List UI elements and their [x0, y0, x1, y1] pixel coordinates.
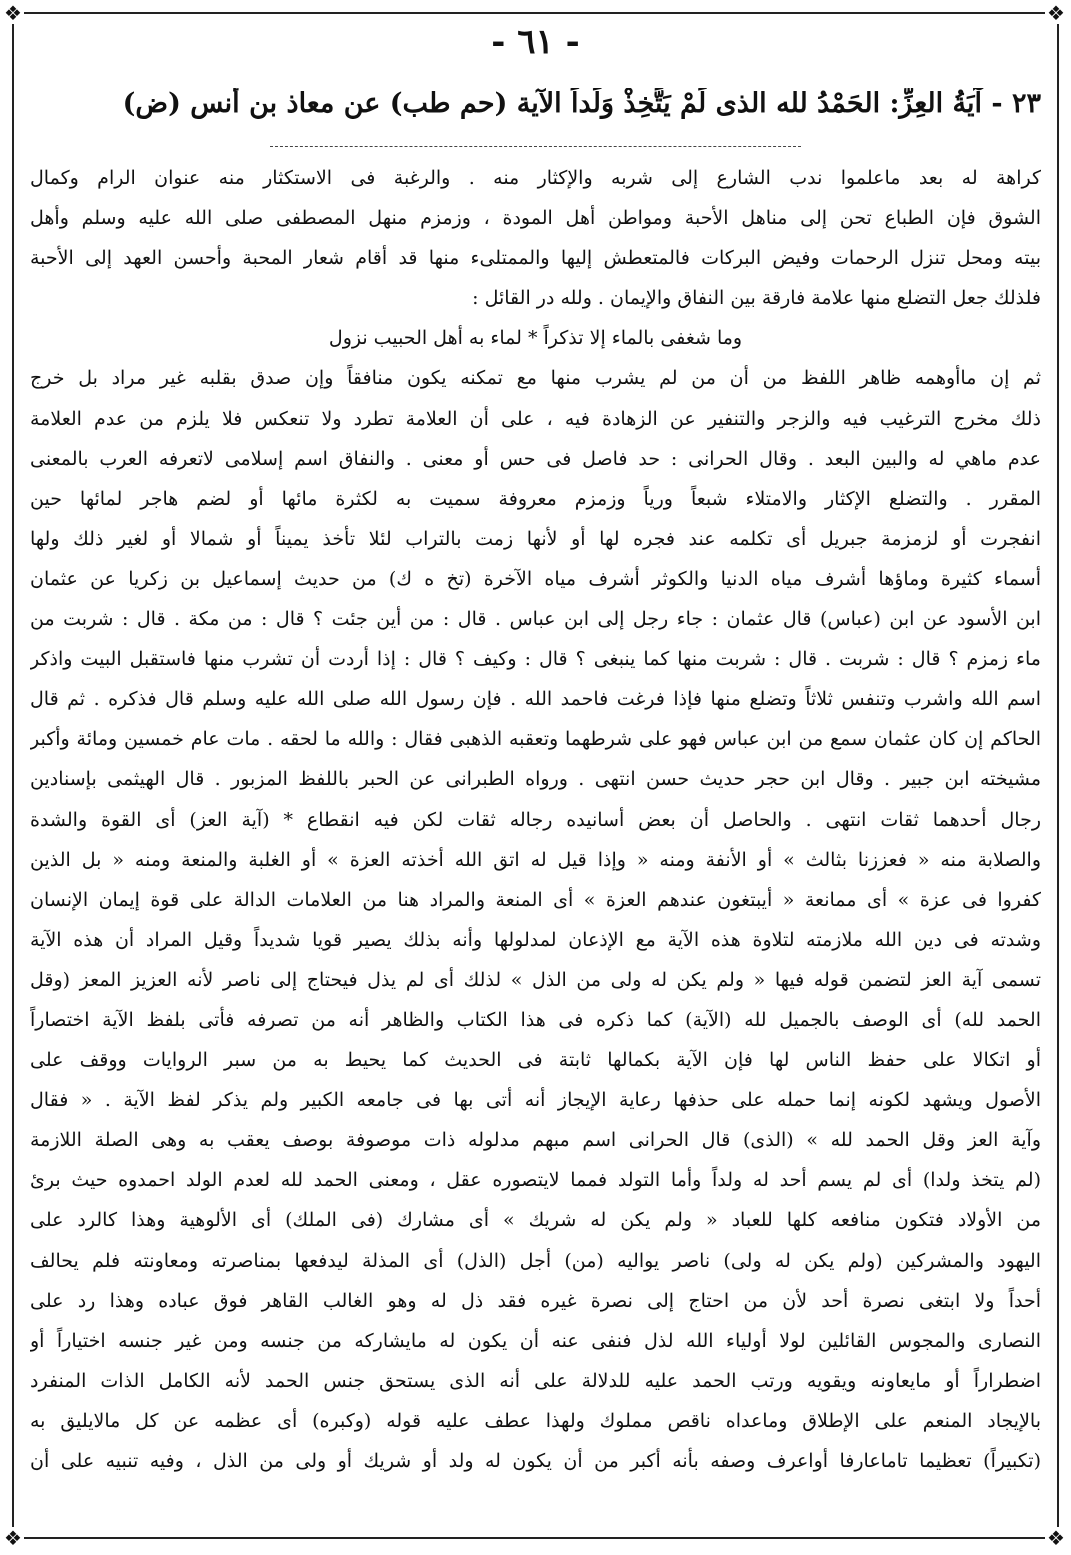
- text-line: فلذلك جعل التضلع منها علامة فارقة بين النفاق والإيمان . ولله در القائل :: [472, 287, 1041, 310]
- text-line: اسم الله واشرب وتنفس ثلاثاً وتضلع منها فإذا فرغت فاحمد الله . فإن رسول الله صلى الله عليه وسلم قال فذكره . ثم قال: [30, 688, 1041, 711]
- text-line: بالإيجاد المنعم على الإطلاق وماعداه ناقص مملوك ولهذا عطف عليه قوله (وكبره) أى عظمه عن كل مالايليق به: [30, 1409, 1041, 1432]
- text-line: والصلابة منه « فعززنا بثالث » أو الأنفة ومنه « وإذا قيل له اتق الله أخذته العزة » أو الغلبة والمنعة ومنه « بل الذين: [30, 848, 1041, 871]
- text-line: رجال أحدهما ثقات انتهى . والحاصل أن بعض أسانيده رجاله ثقات لكن فيه انقطاع * (آية العز) أى القوة والشدة: [30, 808, 1041, 831]
- text-line: وآية العز وقل الحمد لله » (الذى) قال الحرانى اسم مبهم مدلوله ذات موصوفة بوصف يعقب به وهى الصلة اللازمة: [30, 1129, 1041, 1152]
- text-line: المقرر . والتضلع الإكثار والامتلاء شبعاً ورياً وزمزم معروفة سميت به لكثرة مائها أو لضم هاجر لمائها حين: [30, 487, 1041, 510]
- text-line: اضطراراً أو مايعاونه ويقويه ورتب الحمد عليه للدلالة على أنه الذى يستحق جنس الحمد لأنه الكامل الذات المنفرد: [30, 1369, 1041, 1392]
- text-line: أحداً ولا ابتغى نصرة أحد لأن من احتاج إلى نصرة غيره فقد ذل له وهو الغالب القاهر فوق عباده وهذا رد على: [30, 1289, 1041, 1312]
- text-line: ماء زمزم ؟ قال : شربت . قال : شربت منها كما ينبغى ؟ قال : وكيف ؟ قال : إذا أردت أن تشرب منها فاستقبل البيت واذكر: [30, 648, 1041, 671]
- text-line: ثم إن ماأوهمه ظاهر اللفظ من أن من لم يشرب منها مع تمكنه يكون منافقاً وإن صدق بقلبه غير مراد بل خرج: [30, 367, 1041, 390]
- text-line: كفروا فى عزة » أى ممانعة « أيبتغون عندهم العزة » أى المنعة والمراد هنا من العلامات الدالة على قوة إيمان الإنسان: [30, 888, 1041, 911]
- border-bottom: [12, 1537, 1057, 1539]
- hadith-heading: ٢٣ - آيَةُ العِزِّ: الحَمْدُ لله الذى لَمْ يَتَّخِذْ وَلَداً الآية (حم طب) عن معاذ بن أنس (ض): [122, 88, 1041, 119]
- text-line: ذلك مخرج الترغيب فيه والزجر والتنفير عن الزهادة فيه ، على أن العلامة تطرد ولا تنعكس فلا يلزم من عدم العلامة: [30, 407, 1041, 430]
- corner-ornament-icon: ❖: [2, 2, 24, 24]
- text-line: الأصول ويشهد لكونه إنما حمله على حذفها رعاية الإيجاز أنه أتى بها فى جامعه الكبير ولم يذكر لفظ الآية . « فقال: [30, 1089, 1041, 1112]
- separator-line: [270, 146, 801, 147]
- border-top: [12, 12, 1057, 14]
- text-line: تسمى آية العز لتضمن قوله فيها « ولم يكن له ولى من الذل » لذلك أى لم يذل فيحتاج إلى ناصر لأنه العزيز المعز (وقل: [30, 968, 1041, 991]
- text-line: أسماء كثيرة وماؤها أشرف مياه الدنيا والكوثر أشرف مياه الآخرة (تخ ه ك) من حديث إسماعيل بن زكريا عن عثمان: [30, 567, 1041, 590]
- text-line: الشوق فإن الطباع تحن إلى مناهل الأحبة ومواطن أهل المودة ، وزمزم منهل المصطفى صلى الله عليه وسلم وأهل: [30, 207, 1041, 230]
- corner-ornament-icon: ❖: [1045, 1527, 1067, 1549]
- text-line: ابن الأسود عن ابن (عباس) قال عثمان : جاء رجل إلى ابن عباس . قال : من أين جئت ؟ قال : من مكة . قال : شربت من: [30, 608, 1041, 631]
- text-line: وشدته فى دين الله ملازمته لتلاوة هذه الآية مع الإذعان لمدلولها وأنه بذلك يصير قويا شديداً وقيل المراد أن هذه الآية: [30, 928, 1041, 951]
- text-line: (لم يتخذ ولدا) أى لم يسم أحد له ولداً وأما التولد فمما لايتصوره عقل ، ومعنى الحمد لله لعدم الولد احمدوه حيث برئ: [30, 1169, 1041, 1192]
- poetry-verse: وما شغفى بالماء إلا تذكراً * لماء به أهل الحبيب نزول: [328, 327, 743, 350]
- text-line: اليهود والمشركين (ولم يكن له ولى) ناصر يواليه (من) أجل (الذل) أى المذلة ليدفعها بمناصرته ومعاونته فلم يحالف: [30, 1249, 1041, 1272]
- commentary-text: [30, 158, 1041, 1481]
- text-line: النصارى والمجوس القائلين لولا أولياء الله لذل فنفى عنه أن يكون له مايشاركه من جنسه ومن غير جنسه اختياراً أو: [30, 1329, 1041, 1352]
- text-line: الحمد لله) أى الوصف بالجميل لله (الآية) كما ذكره فى هذا الكتاب والظاهر أنه من تصرفه فأتى بلفظ الآية اختصاراً: [30, 1008, 1041, 1031]
- text-line: بيته ومحل تنزل الرحمات وفيض البركات فالمتعطش إليها والممتلىء منها قد أقام شعار المحبة وأحسن العهد إلى الأحبة: [30, 247, 1041, 270]
- text-line: الحاكم إن كان عثمان سمع من ابن عباس فهو على شرطهما وتعقبه الذهبى فقال : والله ما لحقه . مات عام خمسين ومائة وأكبر: [30, 728, 1041, 751]
- text-line: (تكبيراً) تعظيما تاماعارفا أواعرف وصفه بأنه أكبر من أن يكون له ولد أو شريك أو ولى من الذل ، وفيه تنبيه على أن: [30, 1450, 1041, 1472]
- text-line: كراهة له بعد ماعلموا ندب الشارع إلى شربه والإكثار منه . والرغبة فى الاستكثار منه عنوان الرام وكمال: [30, 167, 1041, 189]
- text-line: أو اتكالا على حفظ الناس لها فإن الآية بكمالها ثابتة فى الحديث كما يحيط به من سبر الروايات ووقف على: [30, 1049, 1041, 1072]
- page-number: - ٦١ -: [491, 22, 580, 62]
- corner-ornament-icon: ❖: [1045, 2, 1067, 24]
- text-line: من الأولاد فتكون منافعه كلها للعباد « ولم يكن له شريك » أى مشارك (فى الملك) أى الألوهية وهذا كالرد على: [30, 1209, 1041, 1232]
- corner-ornament-icon: ❖: [2, 1527, 24, 1549]
- text-line: عدم ماهي له والبين البعد . وقال الحرانى : حد فاصل فى حس أو معنى . والنفاق اسم إسلامى لاتعرفه العرب بالمعنى: [30, 447, 1041, 470]
- text-line: مشيخته ابن جبير . وقال ابن حجر حديث حسن انتهى . ورواه الطبرانى عن الحبر باللفظ المزبور . قال الهيثمى بإسنادين: [30, 768, 1041, 791]
- text-line: انفجرت أو لزمزمة جبريل أى تكلمه عند فجره لها أو لأنها زمت بالتراب لئلا تأخذ يميناً أو شمالا أو لغير ذلك ولها: [30, 527, 1041, 550]
